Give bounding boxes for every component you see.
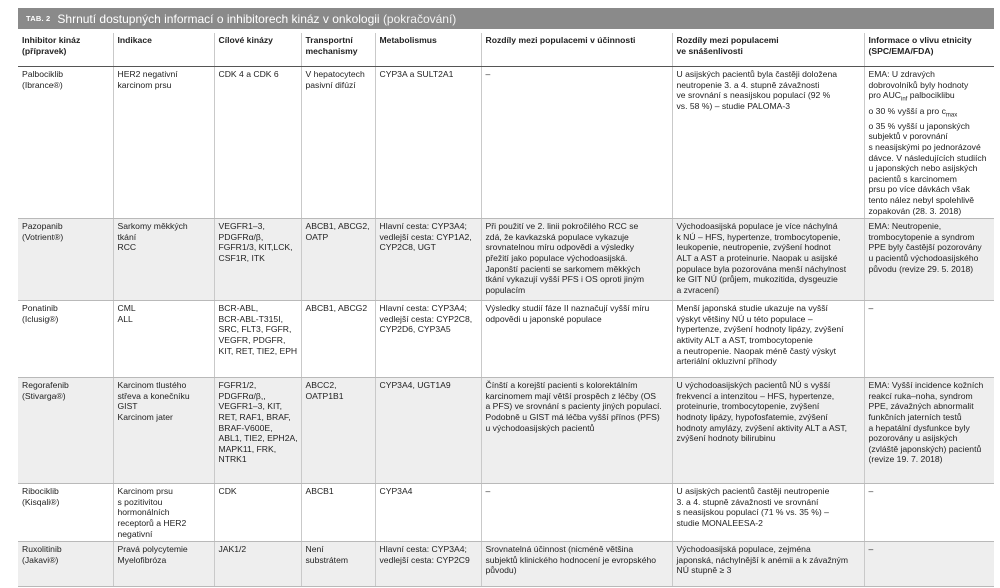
cell-line: dobrovolníků byly hodnoty	[868, 79, 969, 90]
column-header-line: (SPC/EMA/FDA)	[868, 45, 934, 56]
cell-ethnicity-info	[864, 67, 994, 219]
cell-transport	[301, 301, 375, 378]
cell-line: EMA: Vyšší incidence kožních	[868, 380, 984, 391]
table-row	[18, 484, 994, 542]
cell-line: Ruxolitinib	[22, 544, 62, 555]
cell-efficacy-diff	[481, 542, 672, 587]
cell-efficacy-diff	[481, 378, 672, 484]
table-row	[18, 219, 994, 301]
cell-line: CDK 4 a CDK 6	[218, 69, 279, 79]
cell-line: u pacientů východoasijského	[868, 252, 979, 263]
cell-tolerability-diff	[672, 67, 864, 219]
cell-metabolism	[375, 67, 481, 219]
cell-ethnicity-info	[864, 219, 994, 301]
cell-line: Palbociklib	[22, 69, 64, 79]
cell-line: leukopenie, neutropenie, zvýšení hodnot	[676, 242, 831, 253]
cell-line: pacientů s karcinomem	[868, 173, 957, 184]
cell-line: původu (revize 29. 5. 2018)	[868, 263, 974, 274]
cell-line: SRC, FLT3, FGFR,	[218, 324, 292, 335]
cell-efficacy-diff	[481, 67, 672, 219]
cell-line: populace byla pozorována menší náchylnost	[676, 263, 847, 274]
cell-line: proteinurie, trombocytopenie, zvýšení	[676, 401, 820, 412]
cell-line: HER2 negativní	[117, 69, 178, 79]
cell-inhibitor	[18, 378, 113, 484]
cell-line: PPE, závažných abnormalit	[868, 401, 974, 412]
cell-line: KIT, RET, TIE2, EPH	[218, 345, 298, 356]
cell-line: MAPK11, FRK,	[218, 443, 277, 454]
cell-line: CDK	[218, 486, 237, 497]
cell-line: (Ibrance®)	[22, 79, 63, 90]
cell-line: 3. a 4. stupně závažnosti ve srovnání	[676, 496, 819, 507]
column-header-line: Metabolismus	[379, 35, 437, 45]
cell-line: VEGFR1–3,	[218, 221, 265, 232]
cell-line: Karcinom prsu	[117, 486, 173, 497]
cell-line: a neutropenie. Naopak méně častý výskyt	[676, 345, 837, 356]
table-title-bar	[18, 8, 994, 29]
cell-line: CSF1R, ITK	[218, 252, 265, 263]
cell-line: u východoasijských pacientů	[485, 422, 595, 433]
cell-line: CYP3A4, UGT1A9	[379, 380, 451, 391]
table-number-label: TAB. 2	[26, 14, 51, 23]
cell-line: Karcinom tlustého	[117, 380, 187, 391]
cell-line: FGFR1/3, KIT,LCK,	[218, 242, 293, 253]
cell-transport	[301, 542, 375, 587]
cell-line: o 30 % vyšší a pro $c_{max}$	[868, 105, 958, 119]
table-header-row	[18, 33, 994, 67]
cell-line: PPE byly častější pozorovány	[868, 242, 982, 253]
cell-line: ABCB1, ABCG2,	[305, 221, 370, 232]
cell-line: zvýšení hodnoty bilirubinu	[676, 433, 776, 444]
column-header-efficacy-diff	[481, 33, 672, 67]
column-header-ethnicity-info	[864, 33, 994, 67]
table-title-suffix: (pokračování)	[382, 11, 457, 26]
column-header-transport	[301, 33, 375, 67]
column-header-line: Transportní	[305, 35, 353, 45]
cell-efficacy-diff	[481, 484, 672, 542]
column-header-metabolism	[375, 33, 481, 67]
cell-inhibitor	[18, 67, 113, 219]
cell-line: hodnoty amylázy, zvýšení aktivity ALT a AST,	[676, 422, 848, 433]
cell-line: dávce. V následujících studiích	[868, 152, 987, 163]
cell-line: Pravá polycytemie	[117, 544, 188, 555]
cell-line: ALT a AST a proteinurie. Naopak u asijské	[676, 252, 838, 263]
cell-target-kinases	[214, 378, 301, 484]
cell-line: –	[868, 544, 874, 555]
cell-line: (Jakavi®)	[22, 554, 59, 565]
cell-ethnicity-info	[864, 378, 994, 484]
table-title: Shrnutí dostupných informací o inhibitorech kináz v onkologii	[57, 11, 380, 26]
cell-line: Podobně u GIST má léčba vyšší přínos (PFS)	[485, 411, 660, 422]
cell-tolerability-diff	[672, 484, 864, 542]
cell-tolerability-diff	[672, 301, 864, 378]
cell-line: CYP2C8, UGT	[379, 242, 436, 253]
column-header-line: Rozdíly mezi populacemi	[676, 35, 779, 45]
cell-line: k NÚ – HFS, hypertenze, trombocytopenie,	[676, 231, 841, 242]
cell-line: s pozitivitou	[117, 496, 163, 507]
cell-line: vedlejší cesta: CYP2C8,	[379, 313, 473, 324]
cell-tolerability-diff	[672, 542, 864, 587]
cell-inhibitor	[18, 219, 113, 301]
cell-line: subjektů v porovnání	[868, 131, 948, 142]
cell-inhibitor	[18, 484, 113, 542]
cell-tolerability-diff	[672, 219, 864, 301]
cell-line: karcinomem mají větší prospěch z léčby (OS	[485, 390, 656, 401]
table-row	[18, 378, 994, 484]
cell-target-kinases	[214, 219, 301, 301]
cell-line: tkání vykazují vyšší PFS i OS oproti jiným	[485, 274, 645, 285]
cell-line: ABCB1, ABCG2	[305, 303, 368, 314]
cell-ethnicity-info	[864, 484, 994, 542]
cell-line: karcinom prsu	[117, 79, 172, 90]
cell-line: trombocytopenie a syndrom	[868, 231, 975, 242]
cell-line: hypertenze, zvýšení hodnoty lipázy, zvýšení	[676, 324, 844, 335]
cell-line: s neasijskými po jednorázové	[868, 142, 981, 152]
cell-line: Čínští a korejští pacienti s kolorektálním	[485, 380, 638, 391]
cell-line: a PFS) ve srovnání s pacienty jiných populací.	[485, 401, 662, 412]
cell-line: OATP1B1	[305, 390, 344, 401]
cell-line: NÚ stupně ≥ 3	[676, 565, 732, 576]
cell-line: negativní	[117, 528, 153, 539]
cell-line: receptorů a HER2	[117, 517, 187, 528]
cell-target-kinases	[214, 484, 301, 542]
cell-efficacy-diff	[481, 219, 672, 301]
cell-line: reakcí ruka–noha, syndrom	[868, 390, 973, 401]
cell-line: pozorovány u asijských	[868, 433, 958, 444]
cell-line: V hepatocytech	[305, 69, 365, 79]
cell-line: Regorafenib	[22, 380, 69, 391]
column-header-line: Inhibitor kináz	[22, 35, 81, 45]
cell-metabolism	[375, 378, 481, 484]
cell-line: a hepatální dysfunkce byly	[868, 422, 970, 433]
cell-line: pasivní difúzí	[305, 79, 356, 90]
cell-indication	[113, 219, 214, 301]
cell-line: (Votrient®)	[22, 231, 64, 242]
cell-line: BRAF-V600E,	[218, 422, 273, 433]
cell-line: (zvláště japonských) pacientů	[868, 443, 982, 454]
cell-line: střeva a konečníku	[117, 390, 190, 401]
cell-indication	[113, 378, 214, 484]
cell-line: GIST	[117, 401, 138, 412]
cell-line: CYP2D6, CYP3A5	[379, 324, 451, 335]
column-header-line: Informace o vlivu etnicity	[868, 35, 972, 45]
cell-line: (revize 19. 7. 2018)	[868, 454, 943, 465]
cell-line: Není	[305, 544, 324, 555]
cell-line: PDGFRα/β,	[218, 231, 264, 242]
cell-line: Sarkomy měkkých	[117, 221, 188, 232]
cell-line: aktivity ALT a AST, trombocytopenie	[676, 334, 813, 345]
cell-line: U východoasijských pacientů NÚ s vyšší	[676, 380, 831, 391]
cell-inhibitor	[18, 542, 113, 587]
cell-line: RCC	[117, 242, 137, 253]
cell-line: srovnatelnou míru odpovědi a výsledky	[485, 242, 635, 253]
cell-line: CML	[117, 303, 136, 314]
cell-line: hormonálních	[117, 507, 170, 518]
cell-indication	[113, 542, 214, 587]
cell-line: ABL1, TIE2, EPH2A,	[218, 433, 298, 444]
cell-line: BCR-ABL,	[218, 303, 259, 314]
cell-ethnicity-info	[864, 301, 994, 378]
cell-line: Pazopanib	[22, 221, 63, 232]
cell-target-kinases	[214, 301, 301, 378]
cell-transport	[301, 67, 375, 219]
table-row	[18, 67, 994, 219]
cell-line: CYP3A a SULT2A1	[379, 69, 454, 79]
cell-metabolism	[375, 542, 481, 587]
cell-line: populacím	[485, 284, 526, 295]
cell-metabolism	[375, 484, 481, 542]
cell-efficacy-diff	[481, 301, 672, 378]
cell-line: vedlejší cesta: CYP1A2,	[379, 231, 472, 242]
cell-line: U asijských pacientů byla častěji doložena	[676, 69, 838, 79]
cell-line: tento nález nebyl spolehlivě	[868, 194, 975, 205]
cell-line: (Kisqali®)	[22, 496, 60, 507]
cell-line: –	[868, 303, 874, 314]
column-header-line: Indikace	[117, 35, 152, 45]
cell-line: neutropenie 3. a 4. stupně závažnosti	[676, 79, 820, 90]
cell-line: Karcinom jater	[117, 411, 173, 422]
cell-line: studie MONALEESA-2	[676, 517, 763, 528]
cell-line: přežití jako populace východoasijská.	[485, 252, 628, 263]
cell-line: JAK1/2	[218, 544, 247, 555]
cell-line: –	[485, 486, 491, 497]
cell-line: PDGFRα/β,,	[218, 390, 266, 401]
cell-metabolism	[375, 219, 481, 301]
cell-line: Výsledky studií fáze II naznačují vyšší míru	[485, 303, 650, 314]
column-header-line: ve snášenlivosti	[676, 45, 743, 56]
cell-line: EMA: U zdravých	[868, 69, 935, 79]
cell-line: OATP	[305, 231, 329, 242]
cell-line: FGFR1/2,	[218, 380, 257, 391]
cell-line: výskyt většiny NÚ u této populace –	[676, 313, 813, 324]
cell-line: Menší japonská studie ukazuje na vyšší	[676, 303, 828, 314]
cell-transport	[301, 378, 375, 484]
cell-line: NTRK1	[218, 454, 247, 465]
column-header-line: mechanismy	[305, 45, 358, 56]
column-header-target-kinases	[214, 33, 301, 67]
cell-line: hodnoty lipázy, hypofosfatemie, zvýšení	[676, 411, 828, 422]
cell-line: Hlavní cesta: CYP3A4;	[379, 544, 467, 555]
cell-target-kinases	[214, 67, 301, 219]
cell-line: Srovnatelná účinnost (nicméně většina	[485, 544, 634, 555]
cell-line: zdá, že kavkazská populace vykazuje	[485, 231, 629, 242]
cell-line: (Iclusig®)	[22, 313, 59, 324]
cell-line: Japonští pacienti se sarkomem měkkých	[485, 263, 641, 274]
cell-line: původu)	[485, 565, 517, 576]
column-header-tolerability-diff	[672, 33, 864, 67]
cell-line: Myelofibróza	[117, 554, 167, 565]
cell-line: zopakován (28. 3. 2018)	[868, 205, 962, 216]
cell-indication	[113, 301, 214, 378]
cell-transport	[301, 484, 375, 542]
cell-line: Hlavní cesta: CYP3A4;	[379, 221, 467, 232]
column-header-line: (přípravek)	[22, 45, 67, 56]
column-header-indication	[113, 33, 214, 67]
column-header-inhibitor	[18, 33, 113, 67]
cell-line: frekvencí a intenzitou – HFS, hypertenze,	[676, 390, 835, 401]
cell-line: RET, RAF1, BRAF,	[218, 411, 291, 422]
cell-line: –	[485, 69, 491, 79]
cell-line: BCR-ABL-T315I,	[218, 313, 283, 324]
cell-line: s neasijskou populací (71 % vs. 35 %) –	[676, 507, 829, 518]
cell-indication	[113, 484, 214, 542]
cell-line: –	[868, 486, 874, 497]
cell-line: EMA: Neutropenie,	[868, 221, 942, 232]
cell-line: VEGFR, PDGFR,	[218, 334, 286, 345]
cell-line: prsu po více dávkách však	[868, 184, 970, 195]
cell-transport	[301, 219, 375, 301]
cell-line: VEGFR1–3, KIT,	[218, 401, 283, 412]
cell-indication	[113, 67, 214, 219]
cell-line: ALL	[117, 313, 133, 324]
cell-tolerability-diff	[672, 378, 864, 484]
column-header-line: Rozdíly mezi populacemi v účinnosti	[485, 35, 636, 45]
cell-line: (Stivarga®)	[22, 390, 66, 401]
table-row	[18, 542, 994, 587]
cell-line: U asijských pacientů častěji neutropenie	[676, 486, 830, 497]
table-body	[18, 67, 994, 587]
cell-line: CYP3A4	[379, 486, 413, 497]
cell-line: ke GIT NÚ (průjem, mukozitida, dysgeuzie	[676, 274, 838, 285]
cell-line: Východoasijská populace, zejména	[676, 544, 811, 555]
cell-target-kinases	[214, 542, 301, 587]
table-row	[18, 301, 994, 378]
cell-line: ve srovnání s neasijskou populací (92 %	[676, 90, 831, 101]
cell-line: pro $AUC_{inf}$ palbociklibu	[868, 90, 955, 103]
cell-line: a zvracení)	[676, 284, 720, 295]
cell-inhibitor	[18, 301, 113, 378]
cell-line: japonská, náchylnější k anémii a k závažným	[676, 554, 848, 565]
cell-line: arteriální okluzivní příhody	[676, 356, 777, 367]
cell-line: tkání	[117, 231, 137, 242]
cell-line: ABCC2,	[305, 380, 337, 391]
cell-line: Hlavní cesta: CYP3A4;	[379, 303, 467, 314]
cell-line: Ribociklib	[22, 486, 59, 497]
cell-line: vedlejší cesta: CYP2C9	[379, 554, 470, 565]
cell-line: subjektů klinického hodnocení je evropského	[485, 554, 657, 565]
cell-line: Při použití ve 2. linii pokročilého RCC se	[485, 221, 639, 232]
cell-line: u japonských nebo asijských	[868, 163, 978, 174]
cell-line: odpovědi u japonské populace	[485, 313, 602, 324]
cell-line: Východoasijská populace je více náchylná	[676, 221, 838, 232]
column-header-line: Cílové kinázy	[218, 35, 273, 45]
cell-line: funkčních jaterních testů	[868, 411, 962, 422]
cell-line: vs. 58 %) – studie PALOMA-3	[676, 100, 791, 111]
cell-ethnicity-info	[864, 542, 994, 587]
cell-line: o 35 % vyšší u japonských	[868, 120, 970, 131]
cell-line: ABCB1	[305, 486, 334, 497]
cell-line: substrátem	[305, 554, 349, 565]
kinase-inhibitor-table	[18, 33, 994, 587]
cell-line: Ponatinib	[22, 303, 58, 314]
cell-metabolism	[375, 301, 481, 378]
